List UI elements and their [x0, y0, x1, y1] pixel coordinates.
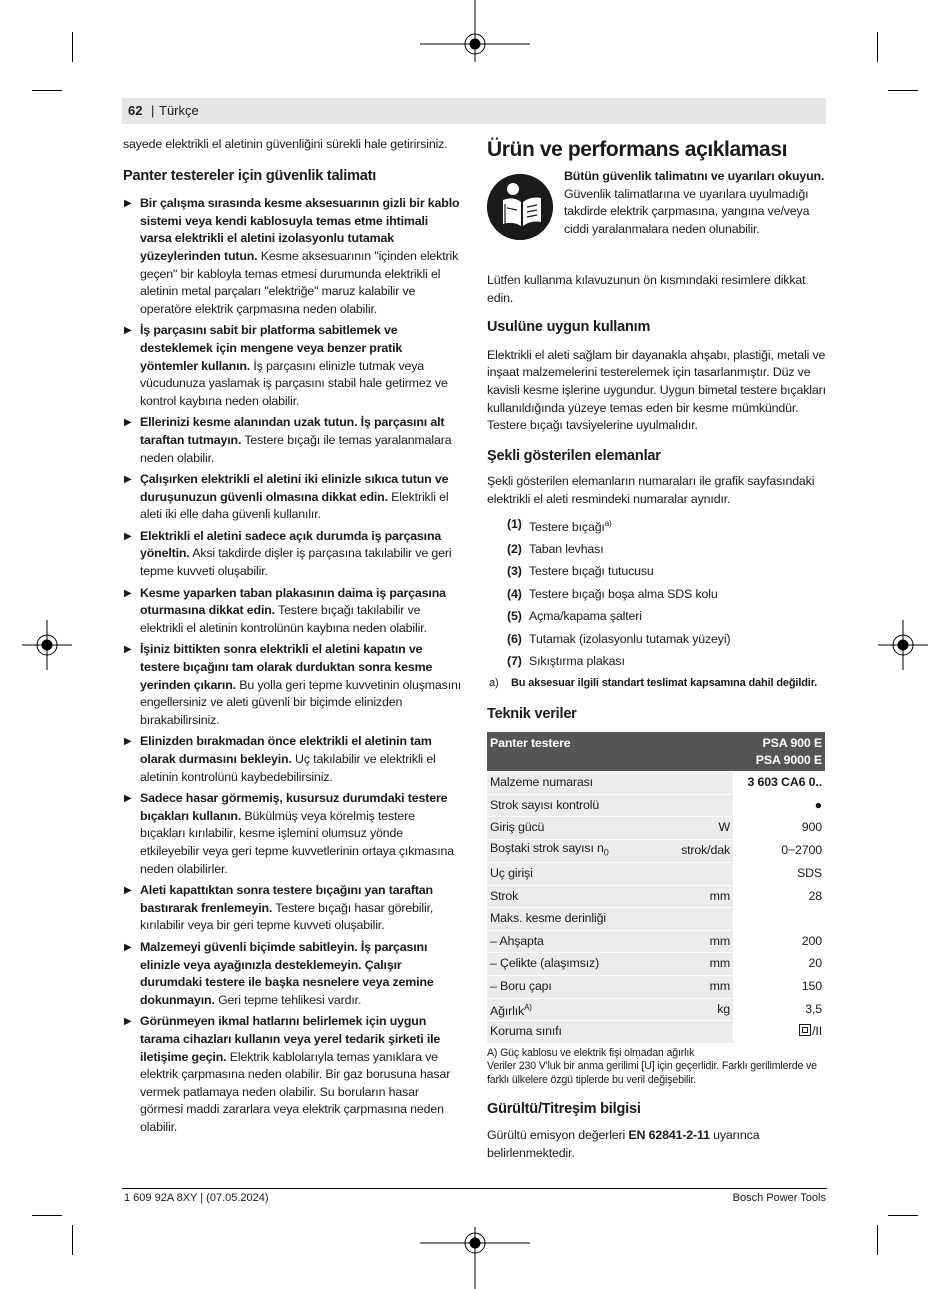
row-value: 3,5 — [733, 998, 825, 1021]
crop-mark — [72, 32, 73, 62]
parts-list-item — [487, 628, 827, 650]
safety-item — [123, 528, 463, 581]
table-row — [487, 839, 825, 862]
safety-item-text: Testere bıçağı ile temas yaralanmalara neden olabilir. — [140, 432, 452, 465]
table-row — [487, 863, 825, 886]
safety-item — [123, 733, 463, 786]
row-unit — [649, 863, 733, 886]
part-number: (4) — [507, 586, 522, 601]
row-unit — [649, 908, 733, 931]
row-value: 3 603 CA6 0.. — [733, 772, 825, 795]
header-separator: | — [151, 103, 155, 118]
bullet-arrow-icon: ▶ — [124, 198, 132, 210]
safety-item-bold: Malzemeyi güvenli biçimde sabitleyin. İş parçasını elinizle veya ayağınızla desteklemeyin. Çalışır durumdaki testere ile başka nesnelere veya zemine dokunmayın. — [140, 939, 434, 1007]
part-label: Testere bıçağı boşa alma SDS kolu — [529, 586, 718, 601]
safety-item — [123, 585, 463, 638]
safety-item — [123, 939, 463, 1009]
safety-item-bold: Görünmeyen ikmal hatlarını belirlemek için uygun tarama cihazları kullanın veya yerel tedarik şirketi ile iletişime geçin. — [140, 1014, 441, 1064]
table-header-row — [487, 732, 825, 772]
row-unit: mm — [649, 976, 733, 999]
registration-mark-icon — [878, 620, 928, 670]
safety-item — [123, 882, 463, 935]
crop-mark — [877, 32, 878, 62]
model-name: PSA 9000 E — [755, 752, 822, 767]
registration-mark-icon — [420, 1227, 530, 1289]
page-header — [122, 98, 826, 124]
part-number: (5) — [507, 609, 522, 624]
parts-intro: Şekli gösterilen elemanların numaraları ile grafik sayfasındaki elektrikli el aleti resmindeki numaralar aynıdır. — [487, 474, 815, 506]
bullet-arrow-icon: ▶ — [124, 885, 132, 897]
row-label: – Boru çapı — [487, 976, 649, 999]
part-label: Tutamak (izolasyonlu tutamak yüzeyi) — [529, 631, 731, 646]
part-label: Taban levhası — [529, 542, 604, 557]
safety-item — [123, 471, 463, 524]
intended-use-text: Elektrikli el aleti sağlam bir dayanakla ahşabı, plastiği, metali ve inşaat malzemelerini testerelemek için tasarlanmıştır. Düz ve kavisli kesme işlerine uygundur. Uygun bimetal testere bıçakları kullanıldığında yüzeye temas eden bir kesme mümkündür. Testere bıçağı tavsiyelerine uyulmalıdır. — [487, 347, 826, 433]
row-value — [733, 908, 825, 931]
row-value: 150 — [733, 976, 825, 999]
footer-doc-number: 1 609 92A 8XY | (07.05.2024) — [124, 1192, 269, 1204]
parts-list-item — [487, 583, 827, 605]
footer-divider — [122, 1188, 827, 1189]
safety-item-bold: Ellerinizi kesme alanından uzak tutun. İş parçasını alt taraftan tutmayın. — [140, 415, 445, 447]
table-header-models — [733, 732, 825, 772]
parts-footnote-text: Bu aksesuar ilgili standart teslimat kapsamına dahil değildir. — [511, 676, 818, 689]
parts-footnote-label: a) — [489, 676, 499, 689]
safety-item-text: Bu yolla geri tepme kuvvetinin oluşmasını engellersiniz ve aleti güvenli bir biçimde elinizden bırakabilirsiniz. — [140, 677, 462, 727]
manual-note: Lütfen kullanma kılavuzunun ön kısmındaki resimlere dikkat edin. — [487, 273, 806, 305]
safety-item-text: Testere bıçağı hasar görebilir, kırılabilir veya bir geri tepme kuvveti oluşabilir. — [140, 900, 434, 933]
tech-data-heading: Teknik veriler — [487, 706, 577, 723]
section-title: Ürün ve performans açıklaması — [487, 138, 788, 161]
part-label: Testere bıçağı$^{a)}$ — [529, 518, 612, 534]
noise-text — [487, 1127, 827, 1162]
safety-item-bold: Aleti kapattıktan sonra testere bıçağını yan taraftan bastırarak frenlemeyin. — [140, 883, 433, 915]
row-label: – Ahşapta — [487, 930, 649, 953]
bullet-arrow-icon: ▶ — [124, 587, 132, 599]
table-row — [487, 1021, 825, 1044]
bullet-arrow-icon: ▶ — [124, 325, 132, 337]
warning-block — [487, 168, 827, 268]
part-number: (1) — [507, 516, 522, 531]
safety-item — [123, 414, 463, 467]
row-unit — [649, 1021, 733, 1044]
safety-item-text: Uç takılabilir ve elektrikli el aletinin kontrolünü kaybedebilirsiniz. — [140, 752, 436, 784]
left-column — [123, 136, 463, 1140]
crop-mark — [888, 1215, 918, 1216]
row-value: 0−2700 — [733, 839, 825, 862]
parts-heading: Şekli gösterilen elemanlar — [487, 447, 661, 464]
safety-item — [123, 790, 463, 878]
safety-item-bold: İş parçasını sabit bir platforma sabitlemek ve desteklemek için mengene veya benzer pratik yöntemler kullanın. — [140, 323, 403, 373]
right-column — [487, 136, 827, 1162]
parts-footnote — [487, 675, 827, 693]
bullet-arrow-icon: ▶ — [124, 941, 132, 953]
safety-item-bold: İşiniz bittikten sonra elektrikli el aletini kapatın ve testere bıçağını tam olarak durduktan sonra kesme yerinden çıkarın. — [140, 642, 433, 692]
bullet-arrow-icon: ▶ — [124, 1016, 132, 1028]
parts-list-item — [487, 650, 827, 672]
protection-class-icon — [799, 1024, 811, 1036]
table-row — [487, 998, 825, 1021]
crop-mark — [32, 90, 62, 91]
row-value: 900 — [733, 817, 825, 840]
bullet-arrow-icon: ▶ — [124, 793, 132, 805]
page-number: 62 — [128, 103, 143, 118]
safety-item-bold: Sadece hasar görmemiş, kusursuz durumdaki testere bıçakları kullanın. — [140, 791, 448, 823]
safety-item-text: Kesme aksesuarının "içinden elektrik geçen" bir kabloyla temas etmesi durumunda elektrikli el aletinin metal parçaları "elektriğe" maruz kalabilir ve operatöre elektrik çarpmasına neden olabilir. — [140, 248, 459, 316]
row-value: SDS — [733, 863, 825, 886]
row-label: – Çelikte (alaşımsız) — [487, 953, 649, 976]
table-row — [487, 976, 825, 999]
row-value: 28 — [733, 885, 825, 908]
read-manual-icon — [487, 174, 553, 240]
noise-text-pre: Gürültü emisyon değerleri — [487, 1128, 629, 1142]
registration-mark-icon — [420, 0, 530, 62]
safety-item-text: Geri tepme tehlikesi vardır. — [214, 992, 362, 1007]
part-number: (2) — [507, 542, 522, 557]
row-unit — [649, 772, 733, 795]
row-unit: mm — [649, 885, 733, 908]
row-unit: kg — [649, 998, 733, 1021]
noise-heading: Gürültü/Titreşim bilgisi — [487, 1101, 641, 1118]
warning-text: Güvenlik talimatlarına ve uyarılara uyulmadığı takdirde elektrik çarpmasına, yangına ve/veya ciddi yaralanmalara neden olunabilir. — [564, 186, 810, 236]
row-unit: strok/dak — [649, 839, 733, 862]
safety-list — [123, 195, 463, 1136]
bullet-arrow-icon: ▶ — [124, 736, 132, 748]
bullet-arrow-icon: ▶ — [124, 417, 132, 429]
safety-item-text: İş parçasını elinizle tutmak veya vücudunuza yaslamak iş parçasını stabil hale getirmez ve kontrol kaybına neden olabilir. — [140, 358, 448, 408]
row-unit: mm — [649, 953, 733, 976]
parts-list-item — [487, 560, 827, 582]
table-row — [487, 794, 825, 817]
intended-use-heading: Usulüne uygun kullanım — [487, 319, 651, 336]
part-label: Sıkıştırma plakası — [529, 654, 625, 669]
row-label: Boştaki strok sayısı $n_0$ — [487, 839, 649, 862]
footer-brand: Bosch Power Tools — [732, 1192, 826, 1204]
parts-list-item — [487, 538, 827, 560]
parts-list — [487, 513, 827, 673]
parts-list-item — [487, 513, 827, 539]
safety-item-bold: Bir çalışma sırasında kesme aksesuarının gizli bir kablo sistemi veya kendi kablosuyla temas etme ihtimali varsa elektrikli el aletini izolasyonlu tutamak yüzeylerinden tutun. — [140, 196, 460, 263]
row-unit: W — [649, 817, 733, 840]
table-footnote-a: A) Güç kablosu ve elektrik fişi olmadan ağırlık — [487, 1046, 695, 1059]
row-label: Ağırlık$^{A)}$ — [487, 998, 649, 1021]
row-label: Uç girişi — [487, 863, 649, 886]
table-row — [487, 885, 825, 908]
safety-item-bold: Elektrikli el aletini sadece açık durumda iş parçasına yöneltin. — [140, 528, 442, 561]
safety-item-text: Aksi takdirde dişler iş parçasına takılabilir ve geri tepme kuvveti oluşabilir. — [140, 546, 452, 579]
safety-item — [123, 195, 463, 318]
parts-list-item — [487, 605, 827, 627]
bullet-arrow-icon: ▶ — [124, 530, 132, 542]
intro-text: sayede elektrikli el aletinin güvenliğini sürekli hale getirirsiniz. — [123, 137, 448, 151]
row-value: 200 — [733, 930, 825, 953]
header-language: Türkçe — [159, 103, 199, 118]
table-row — [487, 908, 825, 931]
warning-bold-text: Bütün güvenlik talimatını ve uyarıları okuyun. — [564, 169, 825, 183]
table-header-name: Panter testere — [487, 732, 649, 772]
safety-heading: Panter testereler için güvenlik talimatı — [123, 167, 377, 184]
row-unit: mm — [649, 930, 733, 953]
row-label: Koruma sınıfı — [487, 1021, 649, 1044]
tech-data-table — [487, 732, 825, 1044]
row-label: Maks. kesme derinliği — [487, 908, 649, 931]
table-row — [487, 817, 825, 840]
safety-item-text: Elektrik kablolarıyla temas yanıklara ve elektrik çarpmasına neden olabilir. Bir gaz borusuna hasar vermek patlamaya neden olabilir. Su boruların hasar görmesi maddi zararlara veya elektrik çarpmasına neden olabilir. — [140, 1049, 451, 1134]
table-footnote-voltage: Veriler 230 V'luk bir anma gerilimi [U] için geçerlidir. Farklı gerilimlerde ve farklı ülkelere özgü tiplerde bu veril değişebilir. — [487, 1060, 817, 1086]
table-row — [487, 930, 825, 953]
model-name: PSA 900 E — [762, 735, 822, 750]
part-number: (6) — [507, 631, 522, 646]
row-unit — [649, 794, 733, 817]
table-row — [487, 953, 825, 976]
row-label: Strok sayısı kontrolü — [487, 794, 649, 817]
part-label: Açma/kapama şalteri — [529, 609, 642, 624]
safety-item-bold: Elinizden bırakmadan önce elektrikli el aletinin tam olarak durmasını bekleyin. — [140, 734, 432, 766]
crop-mark — [32, 1215, 62, 1216]
safety-item — [123, 641, 463, 729]
row-label: Strok — [487, 885, 649, 908]
row-value: /II — [733, 1021, 825, 1044]
row-label: Giriş gücü — [487, 817, 649, 840]
registration-mark-icon — [22, 620, 72, 670]
crop-mark — [72, 1225, 73, 1255]
noise-standard: EN 62841-2-11 — [628, 1128, 710, 1142]
crop-mark — [877, 1225, 878, 1255]
part-number: (3) — [507, 564, 522, 579]
part-number: (7) — [507, 654, 522, 669]
safety-item-text: Elektrikli el aleti iki elle daha güvenli kullanılır. — [140, 489, 449, 522]
safety-item — [123, 322, 463, 410]
bullet-arrow-icon: ▶ — [124, 644, 132, 656]
safety-item-text: Testere bıçağı takılabilir ve elektrikli el aletinin kontrolünün kaybına neden olabilir. — [140, 603, 427, 635]
safety-item-text: Bükülmüş veya körelmiş testere bıçakları kırılabilir, kesme işlemini olumsuz yönde etkileyebilir veya geri tepme kuvvetlerinin ortaya çıkmasına neden olabilirler. — [140, 808, 454, 876]
crop-mark — [888, 90, 918, 91]
safety-item-bold: Çalışırken elektrikli el aletini iki elinizle sıkıca tutun ve duruşunuzun güvenli olmasına dikkat edin. — [140, 472, 449, 504]
row-value: 20 — [733, 953, 825, 976]
row-value: ● — [733, 794, 825, 817]
row-label: Malzeme numarası — [487, 772, 649, 795]
safety-item-bold: Kesme yaparken taban plakasının daima iş parçasına oturmasına dikkat edin. — [140, 585, 446, 618]
noise-text-post: uyarınca belirlenmektedir. — [487, 1128, 760, 1160]
safety-item — [123, 1013, 463, 1136]
table-row — [487, 772, 825, 795]
part-label: Testere bıçağı tutucusu — [529, 564, 654, 579]
bullet-arrow-icon: ▶ — [124, 474, 132, 486]
